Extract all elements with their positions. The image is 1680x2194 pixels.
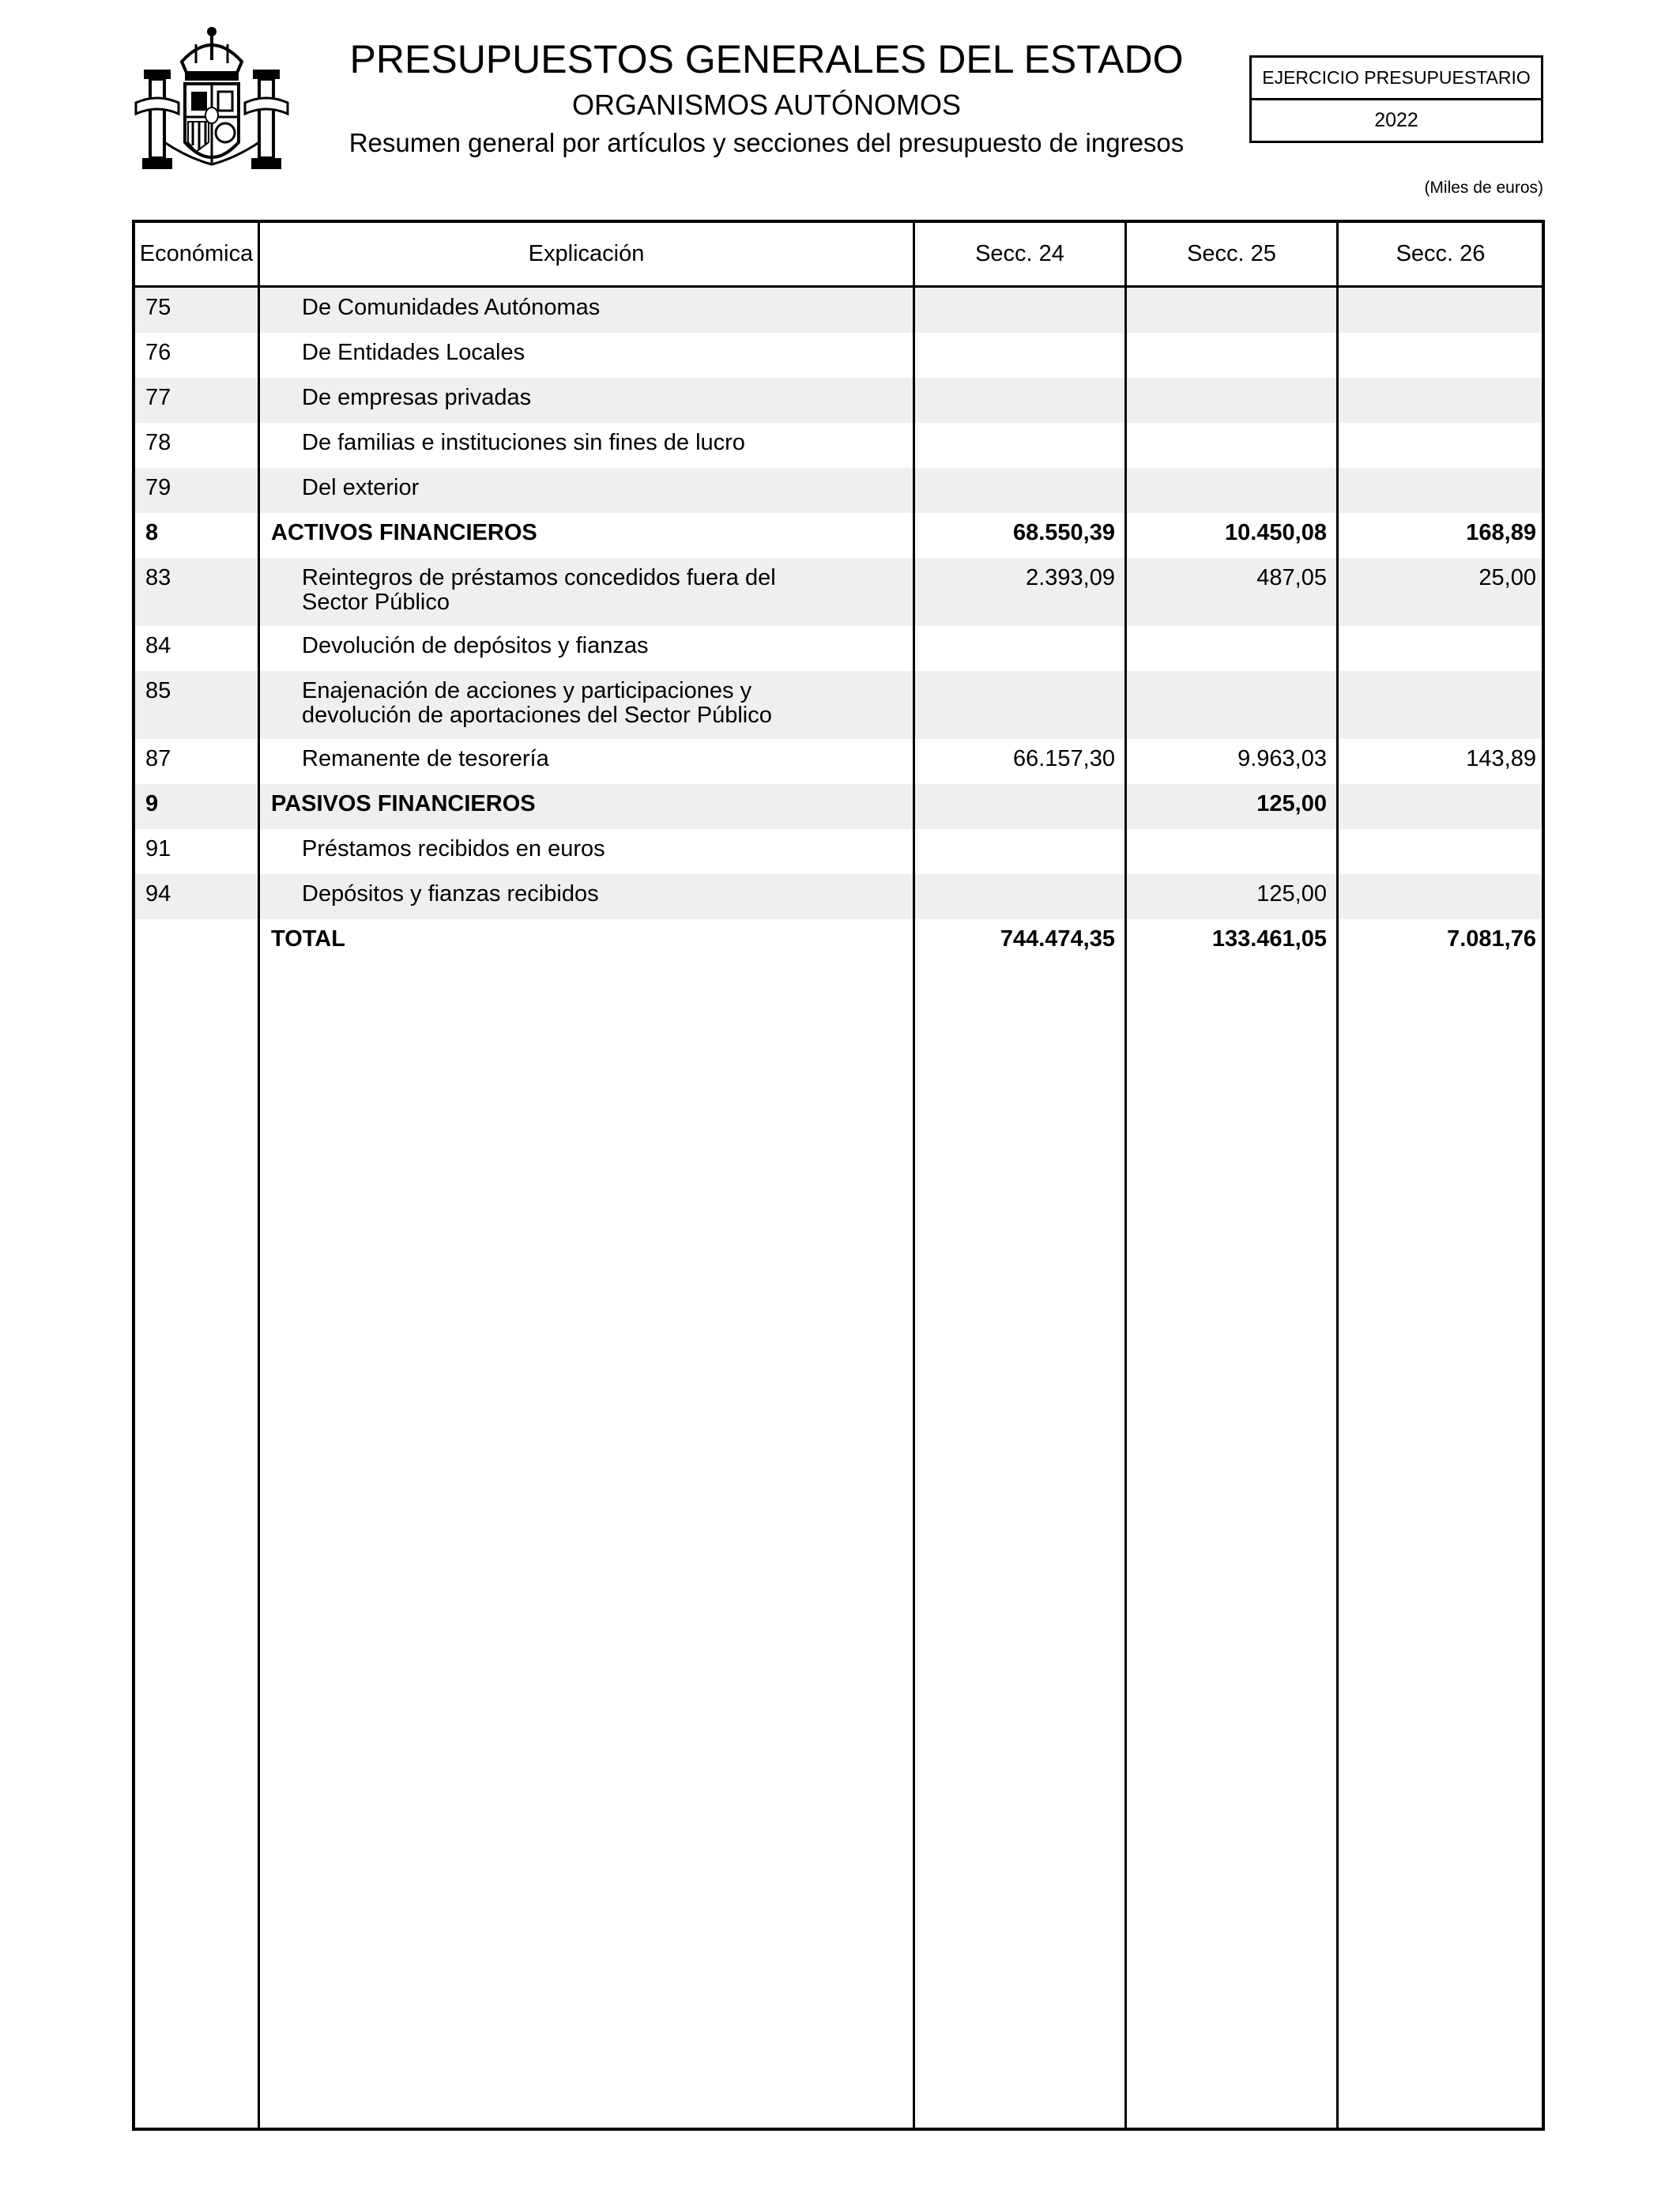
row-code: 9: [145, 791, 159, 816]
row-value-secc-24: 744.474,35: [1000, 926, 1115, 952]
col-header-explicacion: Explicación: [528, 241, 645, 266]
table-row: [135, 288, 1542, 333]
row-explanation: Remanente de tesorería: [302, 746, 549, 771]
table-row: [135, 333, 1542, 378]
row-value-secc-25: 10.450,08: [1224, 520, 1327, 545]
column-divider: [1124, 223, 1127, 2128]
page-title: PRESUPUESTOS GENERALES DEL ESTADO: [349, 37, 1184, 81]
row-value-secc-24: 68.550,39: [1012, 520, 1115, 545]
exercise-year: 2022: [1374, 109, 1418, 131]
column-divider: [913, 223, 915, 2128]
row-value-secc-26: 25,00: [1478, 565, 1536, 590]
row-code: 83: [145, 565, 171, 590]
row-explanation: De Entidades Locales: [302, 340, 525, 365]
row-value-secc-25: 133.461,05: [1211, 926, 1327, 952]
table-row: [135, 513, 1542, 558]
table-row: [135, 739, 1542, 784]
row-code: 77: [145, 385, 171, 410]
col-header-secc-24: Secc. 24: [975, 241, 1064, 266]
row-value-secc-25: 125,00: [1256, 791, 1327, 816]
column-divider: [258, 223, 260, 2128]
row-code: 94: [145, 881, 171, 907]
page-description: Resumen general por artículos y secciones del presupuesto de ingresos: [348, 128, 1185, 157]
row-value-secc-25: 125,00: [1256, 881, 1327, 907]
row-code: 76: [145, 340, 171, 365]
exercise-label: EJERCICIO PRESUPUESTARIO: [1252, 58, 1541, 100]
table-header: [135, 223, 1542, 288]
row-value-secc-26: 7.081,76: [1447, 926, 1536, 952]
table-row: [135, 468, 1542, 513]
row-code: 84: [145, 633, 171, 658]
row-explanation: ACTIVOS FINANCIEROS: [271, 520, 537, 545]
table-row: [135, 919, 1542, 964]
row-value-secc-24: 2.393,09: [1026, 565, 1115, 590]
row-explanation: PASIVOS FINANCIEROS: [271, 791, 536, 816]
row-code: 8: [145, 520, 159, 545]
row-value-secc-24: 66.157,30: [1012, 746, 1115, 771]
row-explanation: De familias e instituciones sin fines de lucro: [302, 430, 745, 455]
table-row: [135, 423, 1542, 468]
column-divider: [1336, 223, 1339, 2128]
row-explanation: Enajenación de acciones y participaciones y devolución de aportaciones del Sector Público: [302, 678, 772, 728]
table-row: [135, 378, 1542, 423]
row-code: 91: [145, 836, 171, 861]
row-value-secc-26: 143,89: [1466, 746, 1536, 771]
table-row: [135, 626, 1542, 671]
exercise-box: [1249, 55, 1543, 143]
units-note: (Miles de euros): [1424, 179, 1543, 197]
row-explanation: TOTAL: [271, 926, 345, 952]
row-code: 85: [145, 678, 171, 703]
row-explanation: Depósitos y fianzas recibidos: [302, 881, 599, 907]
row-value-secc-25: 9.963,03: [1237, 746, 1327, 771]
row-value-secc-26: 168,89: [1466, 520, 1536, 545]
table-row: [135, 784, 1542, 829]
page-subtitle: ORGANISMOS AUTÓNOMOS: [571, 89, 962, 121]
table-row: [135, 874, 1542, 919]
row-explanation: Préstamos recibidos en euros: [302, 836, 605, 861]
col-header-secc-26: Secc. 26: [1396, 241, 1486, 266]
col-header-secc-25: Secc. 25: [1187, 241, 1276, 266]
row-code: 79: [145, 475, 171, 500]
row-code: 87: [145, 746, 171, 771]
row-explanation: Reintegros de préstamos concedidos fuera del Sector Público: [302, 565, 776, 615]
coat-of-arms-logo: [133, 24, 291, 179]
row-value-secc-25: 487,05: [1256, 565, 1327, 590]
table-row: [135, 671, 1542, 739]
table-row: [135, 829, 1542, 874]
row-explanation: De Comunidades Autónomas: [302, 295, 601, 320]
col-header-economica: Económica: [139, 241, 254, 266]
row-explanation: De empresas privadas: [302, 385, 532, 410]
row-explanation: Del exterior: [302, 475, 420, 500]
table-row: [135, 558, 1542, 626]
row-explanation: Devolución de depósitos y fianzas: [302, 633, 649, 658]
row-code: 75: [145, 295, 171, 320]
row-code: 78: [145, 430, 171, 455]
budget-table: [132, 220, 1545, 2131]
